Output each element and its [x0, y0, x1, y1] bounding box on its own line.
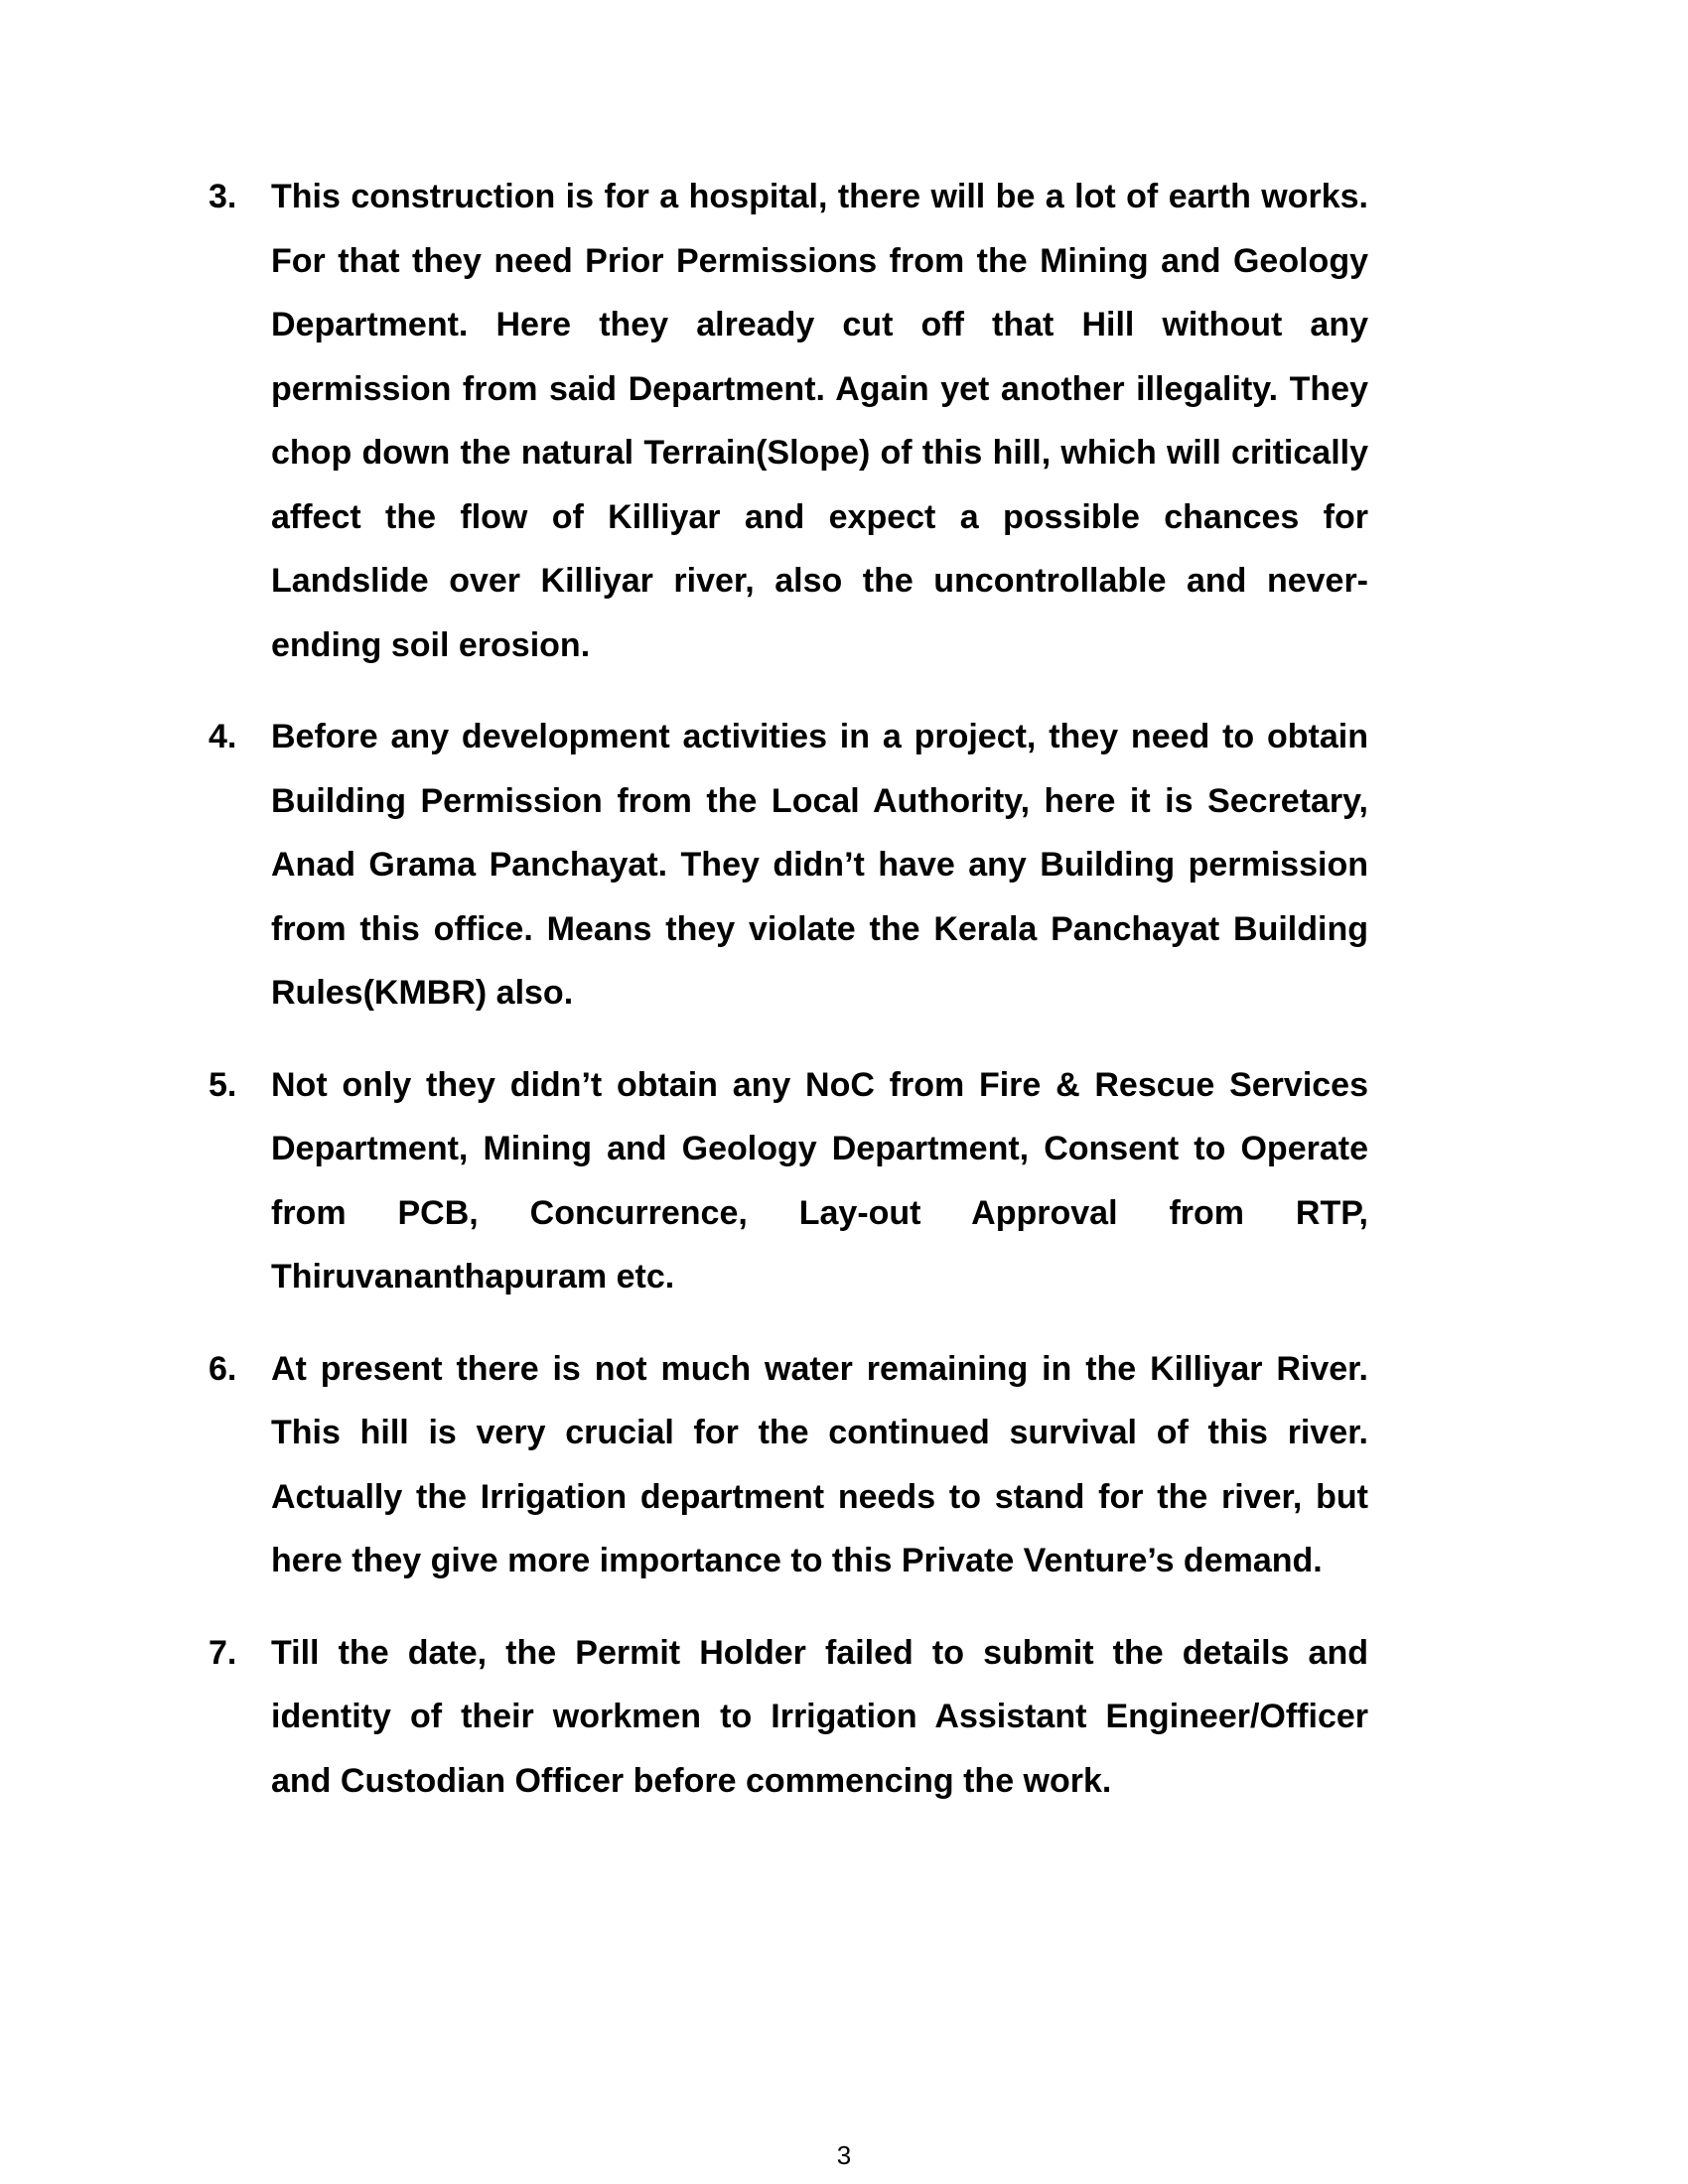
list-item-6 — [209, 1337, 1368, 1593]
list-item-number: 4. — [209, 718, 237, 755]
list-item-number: 6. — [209, 1349, 237, 1388]
list-item-5 — [209, 1053, 1368, 1309]
list-item-3 — [209, 165, 1368, 677]
list-item-number: 3. — [209, 178, 237, 215]
list-item-text: This construction is for a hospital, there will be a lot of earth works. For that they need Prior Permissions from the Mining and Geology Department. Here they already cut off that Hill without any permission from said Department. Again yet another illegality. They chop down the natural Terrain(Slope) of this hill, which will critically affect the flow of Killiyar and expect a possible chances for Landslide over Killiyar river, also the uncontrollable and never-ending soil erosion. — [271, 178, 1368, 664]
list-item-text: At present there is not much water remaining in the Killiyar River. This hill is very crucial for the continued survival of this river. Actually the Irrigation department needs to stand for the river, but here they give more importance to this Private Venture’s demand. — [271, 1349, 1368, 1579]
numbered-list — [209, 165, 1368, 1841]
list-item-text: Not only they didn’t obtain any NoC from Fire & Rescue Services Department, Mining and Geology Department, Consent to Operate from PCB, Concurrence, Lay-out Approval from RTP, Thiruvananthapuram etc. — [271, 1065, 1368, 1296]
list-item-number: 5. — [209, 1065, 237, 1104]
list-item-7 — [209, 1621, 1368, 1814]
page-number: 3 — [836, 2140, 852, 2170]
list-item-number: 7. — [209, 1633, 237, 1672]
list-item-4 — [209, 705, 1368, 1025]
list-item-text: Till the date, the Permit Holder failed to submit the details and identity of their workmen to Irrigation Assistant Engineer/Officer and Custodian Officer before commencing the work. — [271, 1633, 1368, 1800]
list-item-text: Before any development activities in a project, they need to obtain Building Permission from the Local Authority, here it is Secretary, Anad Grama Panchayat. They didn’t have any Building permission from this office. Means they violate the Kerala Panchayat Building Rules(KMBR) also. — [271, 718, 1368, 1012]
